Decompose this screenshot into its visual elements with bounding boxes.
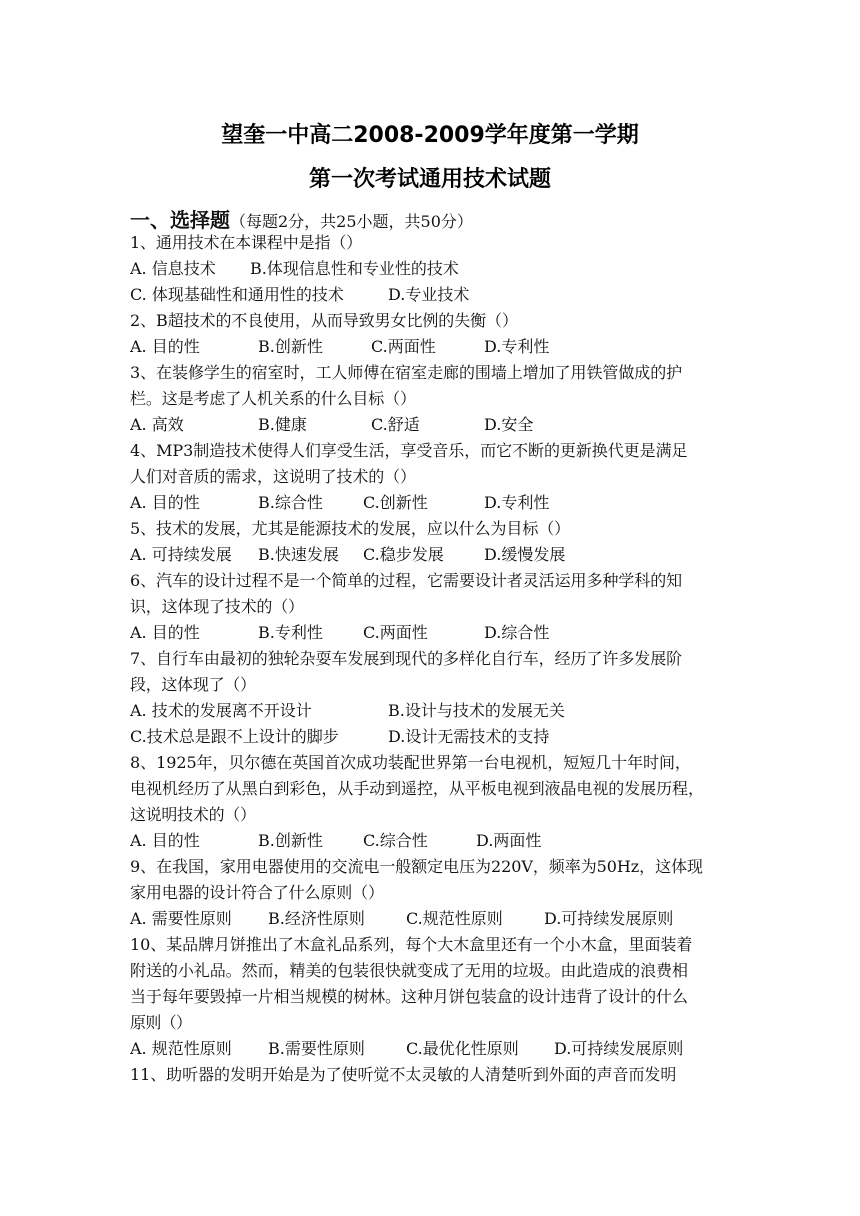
option: A. 规范性原则 [130,1039,232,1058]
option: A. 目的性 [130,623,200,642]
option-row [130,334,735,360]
question-stem-line: 5、技术的发展，尤其是能源技术的发展，应以什么为目标（） [130,519,571,538]
option: D.设计无需技术的支持 [388,727,550,746]
question-stem-line: 10、某品牌月饼推出了木盒礼品系列，每个大木盒里还有一个小木盒，里面装着 [130,935,693,954]
option: C.综合性 [363,831,428,850]
option: C.舒适 [371,415,420,434]
question-stem-line: 7、自行车由最初的独轮杂耍车发展到现代的多样化自行车，经历了许多发展阶 [130,649,683,668]
option: D.安全 [484,415,534,434]
option: D.两面性 [476,831,542,850]
option: A. 可持续发展 [130,545,232,564]
option-row [130,620,735,646]
option: D.缓慢发展 [484,545,566,564]
option: C.创新性 [363,493,428,512]
question-stem-line: 1、通用技术在本课程中是指（） [130,233,363,252]
option: D.专业技术 [388,285,470,304]
option: C.稳步发展 [363,545,444,564]
question-stem-line: 2、B超技术的不良使用，从而导致男女比例的失衡（） [130,311,518,330]
option: B.设计与技术的发展无关 [388,701,565,720]
option: D.综合性 [484,623,550,642]
question-stem-line: 8、1925年，贝尔德在英国首次成功装配世界第一台电视机，短短几十年时间， [130,753,691,772]
option-row [130,698,735,724]
option-row [130,542,735,568]
question-stem-line: 3、在装修学生的宿室时，工人师傅在宿室走廊的围墙上增加了用铁管做成的护 [130,363,683,382]
option: B.需要性原则 [268,1039,365,1058]
option-row [130,282,735,308]
option-row [130,724,735,750]
exam-title-line-1: 望奎一中高二2008-2009学年度第一学期 [221,123,639,148]
option: A. 目的性 [130,831,200,850]
question-stem-line: 原则（） [130,1013,192,1032]
section-scoring-note: （每题2分，共25小题，共50分） [230,212,473,231]
option: C.最优化性原则 [406,1039,519,1058]
option: A. 技术的发展离不开设计 [130,701,312,720]
option: A. 目的性 [130,337,200,356]
section-heading [130,204,473,233]
option: B.快速发展 [258,545,339,564]
question-stem-line: 11、助听器的发明开始是为了使听觉不太灵敏的人清楚听到外面的声音而发明 [130,1065,677,1084]
option: C. 体现基础性和通用性的技术 [130,285,344,304]
question-stem-line: 当于每年要毁掉一片相当规模的树林。这种月饼包装盒的设计违背了设计的什么 [130,987,688,1006]
option-row [130,828,735,854]
question-stem-line: 这说明技术的（） [130,805,256,824]
option: D.可持续发展原则 [544,909,674,928]
option: D.专利性 [484,337,550,356]
option: C.两面性 [363,623,428,642]
option: B.创新性 [258,831,323,850]
option-row [130,412,735,438]
option-row [130,1036,735,1062]
exam-title-line-2: 第一次考试通用技术试题 [308,167,551,192]
question-stem-line: 6、汽车的设计过程不是一个简单的过程，它需要设计者灵活运用多种学科的知 [130,571,683,590]
option: B.专利性 [258,623,323,642]
option-row [130,490,735,516]
section-heading-text: 一、选择题 [130,208,230,232]
option: A. 信息技术 [130,259,216,278]
option: D.可持续发展原则 [554,1039,684,1058]
question-stem-line: 栏。这是考虑了人机关系的什么目标（） [130,389,416,408]
question-stem-line: 电视机经历了从黑白到彩色，从手动到遥控，从平板电视到液晶电视的发展历程， [130,779,704,798]
question-stem-line: 家用电器的设计符合了什么原则（） [130,883,384,902]
option: B.创新性 [258,337,323,356]
option: A. 目的性 [130,493,200,512]
option: C.两面性 [371,337,436,356]
option: D.专利性 [484,493,550,512]
question-stem-line: 人们对音质的需求，这说明了技术的（） [130,467,416,486]
question-stem-line: 9、在我国，家用电器使用的交流电一般额定电压为220V，频率为50Hz，这体现 [130,857,703,876]
option: A. 需要性原则 [130,909,232,928]
question-stem-line: 附送的小礼品。然而，精美的包装很快就变成了无用的垃圾。由此造成的浪费相 [130,961,688,980]
option: C.规范性原则 [406,909,503,928]
option-row [130,906,735,932]
option: B.经济性原则 [268,909,365,928]
option: A. 高效 [130,415,184,434]
question-stem-line: 识，这体现了技术的（） [130,597,304,616]
question-stem-line: 4、MP3制造技术使得人们享受生活，享受音乐，而它不断的更新换代更是满足 [130,441,688,460]
option: B.健康 [258,415,307,434]
option: B.综合性 [258,493,323,512]
question-list [130,230,735,1088]
question-stem-line: 段，这体现了（） [130,675,256,694]
option: B.体现信息性和专业性的技术 [250,259,459,278]
option: C.技术总是跟不上设计的脚步 [130,727,339,746]
option-row [130,256,735,282]
